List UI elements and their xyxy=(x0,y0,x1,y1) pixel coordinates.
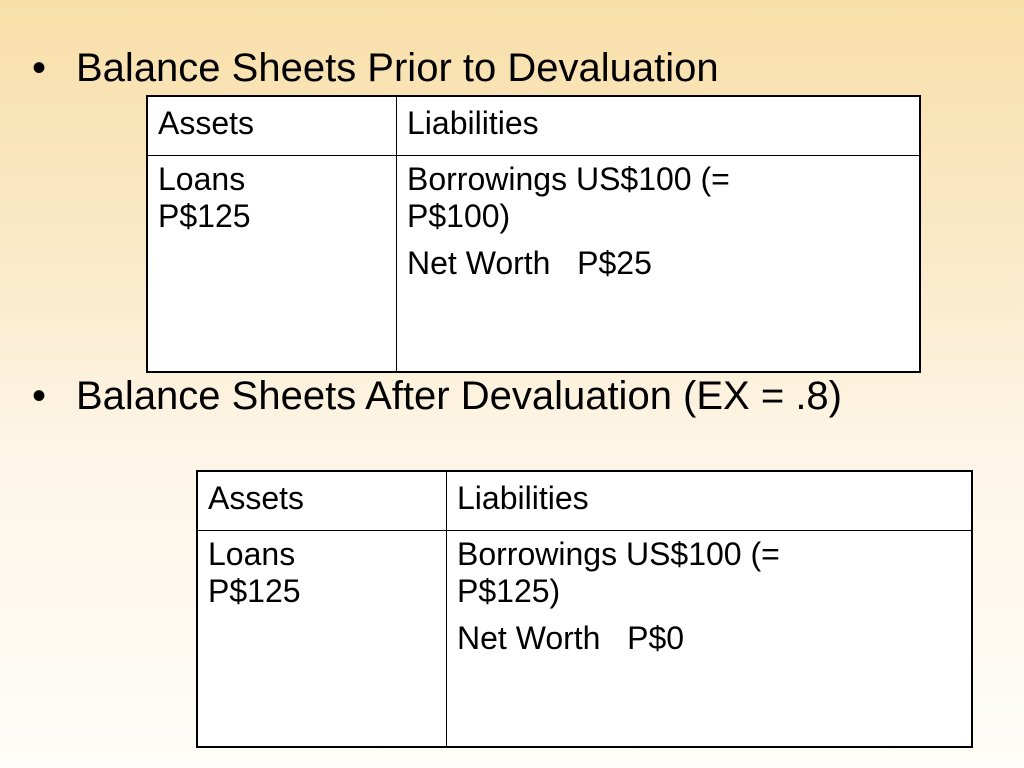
header-liabilities: Liabilities xyxy=(447,471,973,531)
bullet-dot: • xyxy=(32,374,47,418)
liabilities-cell xyxy=(447,531,973,748)
liabilities-line-1: Borrowings US$100 (= xyxy=(457,536,780,572)
balance-sheet-prior-table xyxy=(146,95,921,373)
assets-line-1: Loans xyxy=(158,161,246,197)
header-liabilities: Liabilities xyxy=(397,96,921,156)
net-worth-line: Net Worth P$25 xyxy=(407,245,652,281)
table-body-row xyxy=(197,531,972,748)
assets-cell xyxy=(197,531,447,748)
assets-cell xyxy=(147,156,397,373)
table-header-row xyxy=(147,96,920,156)
bullet-text-after: Balance Sheets After Devaluation (EX = .8) xyxy=(76,374,842,418)
liabilities-line-2: P$100) xyxy=(407,198,511,234)
line-gap xyxy=(457,610,961,620)
bullet-text-prior: Balance Sheets Prior to Devaluation xyxy=(76,46,719,90)
bullet-prior-devaluation xyxy=(32,44,719,92)
header-assets: Assets xyxy=(147,96,397,156)
table-body-row xyxy=(147,156,920,373)
liabilities-line-1: Borrowings US$100 (= xyxy=(407,161,730,197)
net-worth-line: Net Worth P$0 xyxy=(457,620,685,656)
balance-sheet-after-table xyxy=(196,470,973,748)
table-header-row xyxy=(197,471,972,531)
bullet-after-devaluation xyxy=(32,372,842,420)
assets-line-1: Loans xyxy=(208,536,296,572)
bullet-dot: • xyxy=(32,46,47,90)
assets-line-2: P$125 xyxy=(158,198,251,234)
line-gap xyxy=(407,235,909,245)
header-assets: Assets xyxy=(197,471,447,531)
liabilities-cell xyxy=(397,156,921,373)
assets-line-2: P$125 xyxy=(208,573,301,609)
liabilities-line-2: P$125) xyxy=(457,573,561,609)
